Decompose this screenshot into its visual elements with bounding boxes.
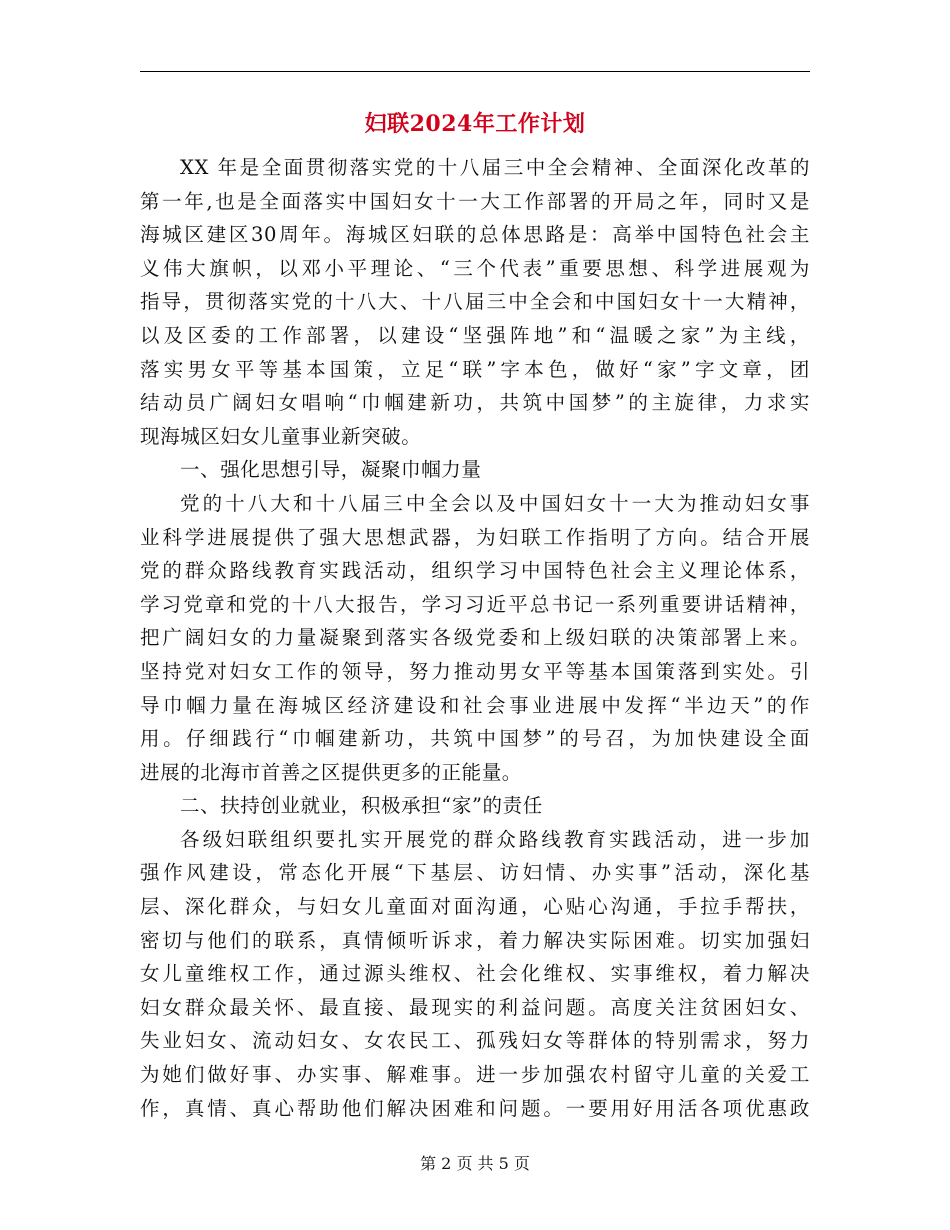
text-line: 把广阔妇女的力量凝聚到落实各级党委和上级妇联的决策部署上来。	[140, 626, 810, 650]
page-number: 第 2 页 共 5 页	[420, 1154, 530, 1173]
text-line: XX 年是全面贯彻落实党的十八届三中全会精神、全面深化改革的	[180, 156, 810, 179]
text-line: 女儿童维权工作，通过源头维权、社会化维权、实事维权，着力解决	[140, 962, 810, 986]
text-line: 失业妇女、流动妇女、女农民工、孤残妇女等群体的特别需求，努力	[140, 1029, 810, 1053]
text-line: 现海城区妇女儿童事业新突破。	[140, 424, 422, 448]
text-line: 进展的北海市首善之区提供更多的正能量。	[140, 760, 522, 784]
text-line: 学习党章和党的十八大报告，学习习近平总书记一系列重要讲话精神，	[140, 592, 810, 616]
text-line: 为她们做好事、办实事、解难事。进一步加强农村留守儿童的关爱工	[140, 1063, 810, 1087]
text-line: 海城区建区30周年。海城区妇联的总体思路是：高举中国特色社会主	[140, 223, 810, 247]
text-line: 层、深化群众，与妇女儿童面对面沟通，心贴心沟通，手拉手帮扶，	[140, 895, 810, 919]
text-line: 用。仔细践行“巾帼建新功，共筑中国梦”的号召，为加快建设全面	[140, 727, 810, 751]
text-line: 党的十八大和十八届三中全会以及中国妇女十一大为推动妇女事	[180, 491, 810, 515]
text-line: 党的群众路线教育实践活动，组织学习中国特色社会主义理论体系，	[140, 559, 810, 583]
text-line: 导巾帼力量在海城区经济建设和社会事业进展中发挥“半边天”的作	[140, 693, 810, 717]
text-line: 第一年,也是全面落实中国妇女十一大工作部署的开局之年，同时又是	[140, 189, 810, 213]
text-line: 义伟大旗帜，以邓小平理论、“三个代表”重要思想、科学进展观为	[140, 256, 810, 280]
text-line: 密切与他们的联系，真情倾听诉求，着力解决实际困难。切实加强妇	[140, 928, 810, 952]
text-line: 作，真情、真心帮助他们解决困难和问题。一要用好用活各项优惠政	[140, 1096, 810, 1120]
document-body	[140, 151, 810, 1125]
text-line: 妇女群众最关怀、最直接、最现实的利益问题。高度关注贫困妇女、	[140, 995, 810, 1019]
text-line: 指导，贯彻落实党的十八大、十八届三中全会和中国妇女十一大精神，	[140, 290, 810, 314]
section-heading: 一、强化思想引导，凝聚巾帼力量	[180, 458, 482, 482]
text-line: 业科学进展提供了强大思想武器，为妇联工作指明了方向。结合开展	[140, 525, 810, 549]
text-line: 落实男女平等基本国策，立足“联”字本色，做好“家”字文章，团	[140, 357, 810, 381]
section-heading: 二、扶持创业就业，积极承担“家”的责任	[180, 794, 543, 818]
text-line: 以及区委的工作部署，以建设“坚强阵地”和“温暖之家”为主线，	[140, 323, 810, 347]
text-line: 各级妇联组织要扎实开展党的群众路线教育实践活动，进一步加	[180, 827, 810, 851]
text-line: 坚持党对妇女工作的领导，努力推动男女平等基本国策落到实处。引	[140, 659, 810, 683]
text-line: 结动员广阔妇女唱响“巾帼建新功，共筑中国梦”的主旋律，力求实	[140, 391, 810, 415]
document-title: 妇联2024年工作计划	[364, 111, 586, 137]
text-line: 强作风建设，常态化开展“下基层、访妇情、办实事”活动，深化基	[140, 861, 810, 885]
header-rule	[140, 71, 810, 72]
